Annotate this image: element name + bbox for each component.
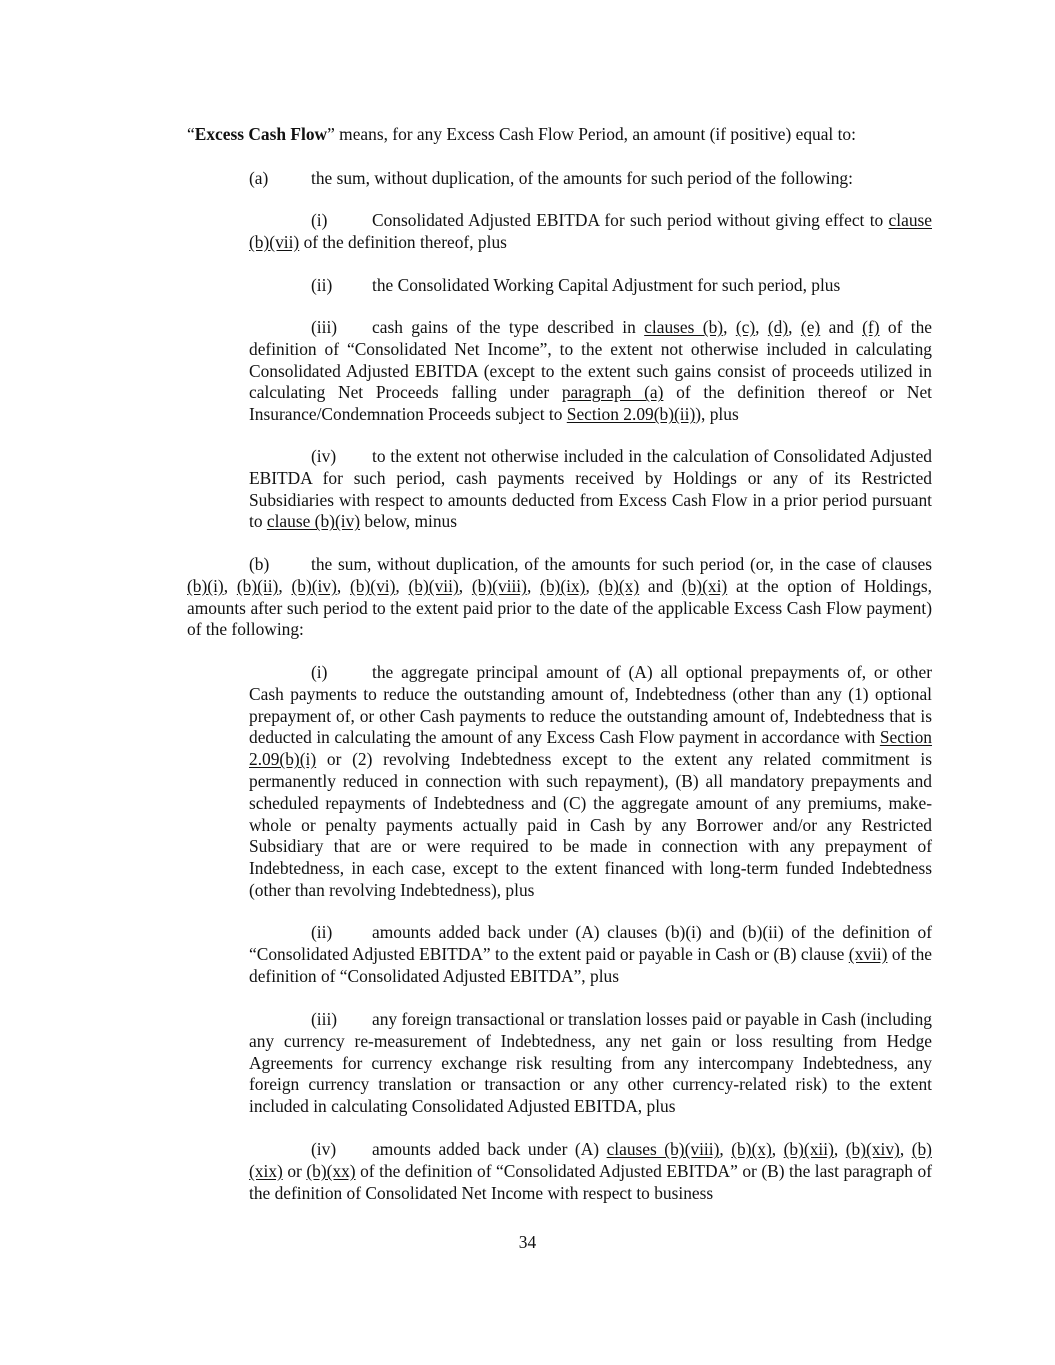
- cross-reference-link[interactable]: clause (b)(iv): [266, 511, 361, 532]
- clause-text: ,: [223, 575, 237, 596]
- clause-text: ,: [788, 317, 801, 337]
- cross-reference-link[interactable]: (b)(i): [187, 575, 224, 596]
- clause-text: and: [639, 575, 682, 596]
- clause-b: [187, 554, 932, 641]
- cross-reference-link[interactable]: (b)(xx): [306, 1160, 356, 1181]
- cross-reference-link[interactable]: clause (b)(vii): [249, 210, 932, 252]
- cross-reference-link[interactable]: (b)(ix): [540, 575, 586, 596]
- clause-text: the Consolidated Working Capital Adjustment for such period, plus: [372, 275, 841, 295]
- clause-label: (iii): [311, 317, 338, 337]
- clause-text: at the option of Holdings, amounts after such period to the extent paid prior to the date of the applicable Excess Cash Flow payment) of the following:: [187, 575, 932, 640]
- clause-text: cash gains of the type described in: [372, 317, 645, 337]
- clause-text: or (2) revolving Indebtedness except to the extent any related commitment is permanently reduced in connection with such repayment), (B) all mandatory prepayments and scheduled repayments of Indebtedness and (C) the aggregate amount of any premiums, make-whole or penalty payments actually paid in Cash by any Borrower and/or any Restricted Subsidiary that are or were required to be made in connection with any prepayment of Indebtedness, in each case, except to the extent financed with long-term funded Indebtedness (other than revolving Indebtedness), plus: [249, 749, 932, 900]
- clause-text: of the definition thereof, plus: [299, 231, 507, 252]
- cross-reference-link[interactable]: (b)(ii): [236, 575, 279, 596]
- open-quote: “: [187, 124, 195, 144]
- clause-label: (a): [249, 168, 269, 188]
- cross-reference-link[interactable]: (e): [800, 317, 821, 337]
- page-number: 34: [518, 1232, 537, 1252]
- clause-text: ,: [278, 575, 292, 596]
- cross-reference-link[interactable]: clauses (b): [644, 317, 724, 337]
- clause-text: to the extent not otherwise included in the calculation of Consolidated Adjusted EBITDA for such period, cash payments received by Holdings or any of its Restricted Subsidiaries with respect to amounts deducted from Excess Cash Flow in a prior period pursuant to: [249, 446, 932, 532]
- clause-label: (ii): [311, 922, 333, 942]
- clause-label: (b): [249, 554, 270, 574]
- cross-reference-link[interactable]: (b)(xiv): [845, 1139, 900, 1159]
- clause-text: the aggregate principal amount of (A) all optional prepayments of, or other Cash payments to reduce the outstanding amount of, Indebtedness (other than any (1) optional prepayment of, or other Cash payments to reduce the outstanding amount of, Indebtedness that is deducted in calculating the amount of any Excess Cash Flow payment in accordance with: [249, 662, 932, 748]
- cross-reference-link[interactable]: Section 2.09(b)(i): [249, 727, 932, 770]
- clause-text: the sum, without duplication, of the amounts for such period of the following:: [311, 168, 853, 188]
- clause-text: or: [282, 1160, 307, 1181]
- clause-b-ii: [249, 922, 932, 987]
- clause-label: (ii): [311, 275, 333, 295]
- clause-text: ,: [899, 1139, 912, 1159]
- clause-text: ,: [336, 575, 350, 596]
- clause-text: below, minus: [360, 511, 457, 532]
- cross-reference-link[interactable]: (c): [735, 317, 756, 337]
- clause-text: any foreign transactional or translation losses paid or payable in Cash (including any currency re-measurement of Indebtedness, any net gain or loss resulting from Hedge Agreements for currency exchange risk resulting from any intercompany Indebtedness, any foreign currency translation or transaction or any other currency-related risk) to the extent included in calculating Consolidated Adjusted EBITDA, plus: [249, 1009, 932, 1117]
- clause-a-iv: [249, 446, 932, 533]
- cross-reference-link[interactable]: (b)(viii): [471, 575, 527, 596]
- clause-text: ,: [771, 1139, 784, 1159]
- clause-label: (i): [311, 210, 328, 230]
- defined-term: Excess Cash Flow: [194, 124, 328, 144]
- clause-text: ,: [833, 1139, 846, 1159]
- clause-text: Consolidated Adjusted EBITDA for such period without giving effect to: [372, 210, 889, 230]
- clause-text: ,: [526, 575, 541, 596]
- clause-b-iii: [249, 1009, 932, 1118]
- clause-a-iii: [249, 317, 932, 426]
- clause-a-i: [249, 210, 932, 254]
- clause-text: ,: [395, 575, 409, 596]
- clause-text: of the definition thereof or Net Insurance/Condemnation Proceeds subject to: [249, 382, 933, 425]
- cross-reference-link[interactable]: (b)(iv): [291, 575, 337, 596]
- definition-lead: ” means, for any Excess Cash Flow Period, an amount (if positive) equal to:: [327, 124, 856, 144]
- clause-text: amounts added back under (A) clauses (b)(i) and (b)(ii) of the definition of “Consolidated Adjusted EBITDA” to the extent paid or payable in Cash or (B) clause: [249, 922, 932, 964]
- cross-reference-link[interactable]: paragraph (a): [561, 382, 664, 403]
- clause-text: of the definition of “Consolidated Adjusted EBITDA” or (B) the last paragraph of the definition of Consolidated Net Income with respect to business: [249, 1160, 932, 1203]
- clause-label: (iv): [311, 446, 337, 466]
- cross-reference-link[interactable]: (b)(xix): [249, 1139, 932, 1181]
- clause-text: amounts added back under (A): [372, 1139, 607, 1159]
- clause-b-iv: [249, 1139, 932, 1204]
- cross-reference-link[interactable]: Section 2.09(b)(ii): [566, 404, 696, 425]
- definition-intro: [187, 124, 932, 146]
- clause-text: the sum, without duplication, of the amounts for such period (or, in the case of clauses: [311, 554, 932, 574]
- clause-a-ii: [249, 275, 932, 297]
- clause-text: ,: [723, 317, 736, 337]
- cross-reference-link[interactable]: (xvii): [848, 943, 888, 964]
- clause-text: ,: [458, 575, 472, 596]
- clause-text: ,: [585, 575, 599, 596]
- cross-reference-link[interactable]: (b)(vi): [350, 575, 396, 596]
- clause-text: ,: [719, 1139, 732, 1159]
- clause-text: of the definition of “Consolidated Net Income”, to the extent not otherwise included in calculating Consolidated Adjusted EBITDA (except to the extent such gains consist of proceeds utilized in calculating Net Proceeds falling under: [249, 317, 932, 403]
- cross-reference-link[interactable]: (f): [862, 317, 880, 337]
- cross-reference-link[interactable]: (b)(x): [598, 575, 640, 596]
- cross-reference-link[interactable]: (b)(xii): [783, 1139, 834, 1159]
- clause-label: (iv): [311, 1139, 337, 1159]
- clause-label: (i): [311, 662, 328, 682]
- cross-reference-link[interactable]: (b)(xi): [681, 575, 728, 596]
- clause-text: ,: [755, 317, 768, 337]
- clause-text: ), plus: [695, 404, 739, 425]
- clause-text: of the definition of “Consolidated Adjusted EBITDA”, plus: [249, 943, 932, 986]
- clause-b-i: [249, 662, 932, 902]
- clause-text: and: [820, 317, 863, 337]
- clause-label: (iii): [311, 1009, 338, 1029]
- clause-a: [187, 168, 932, 190]
- cross-reference-link[interactable]: (b)(vii): [408, 575, 459, 596]
- cross-reference-link[interactable]: (d): [767, 317, 789, 337]
- cross-reference-link[interactable]: clauses (b)(viii): [606, 1139, 720, 1159]
- cross-reference-link[interactable]: (b)(x): [731, 1139, 772, 1159]
